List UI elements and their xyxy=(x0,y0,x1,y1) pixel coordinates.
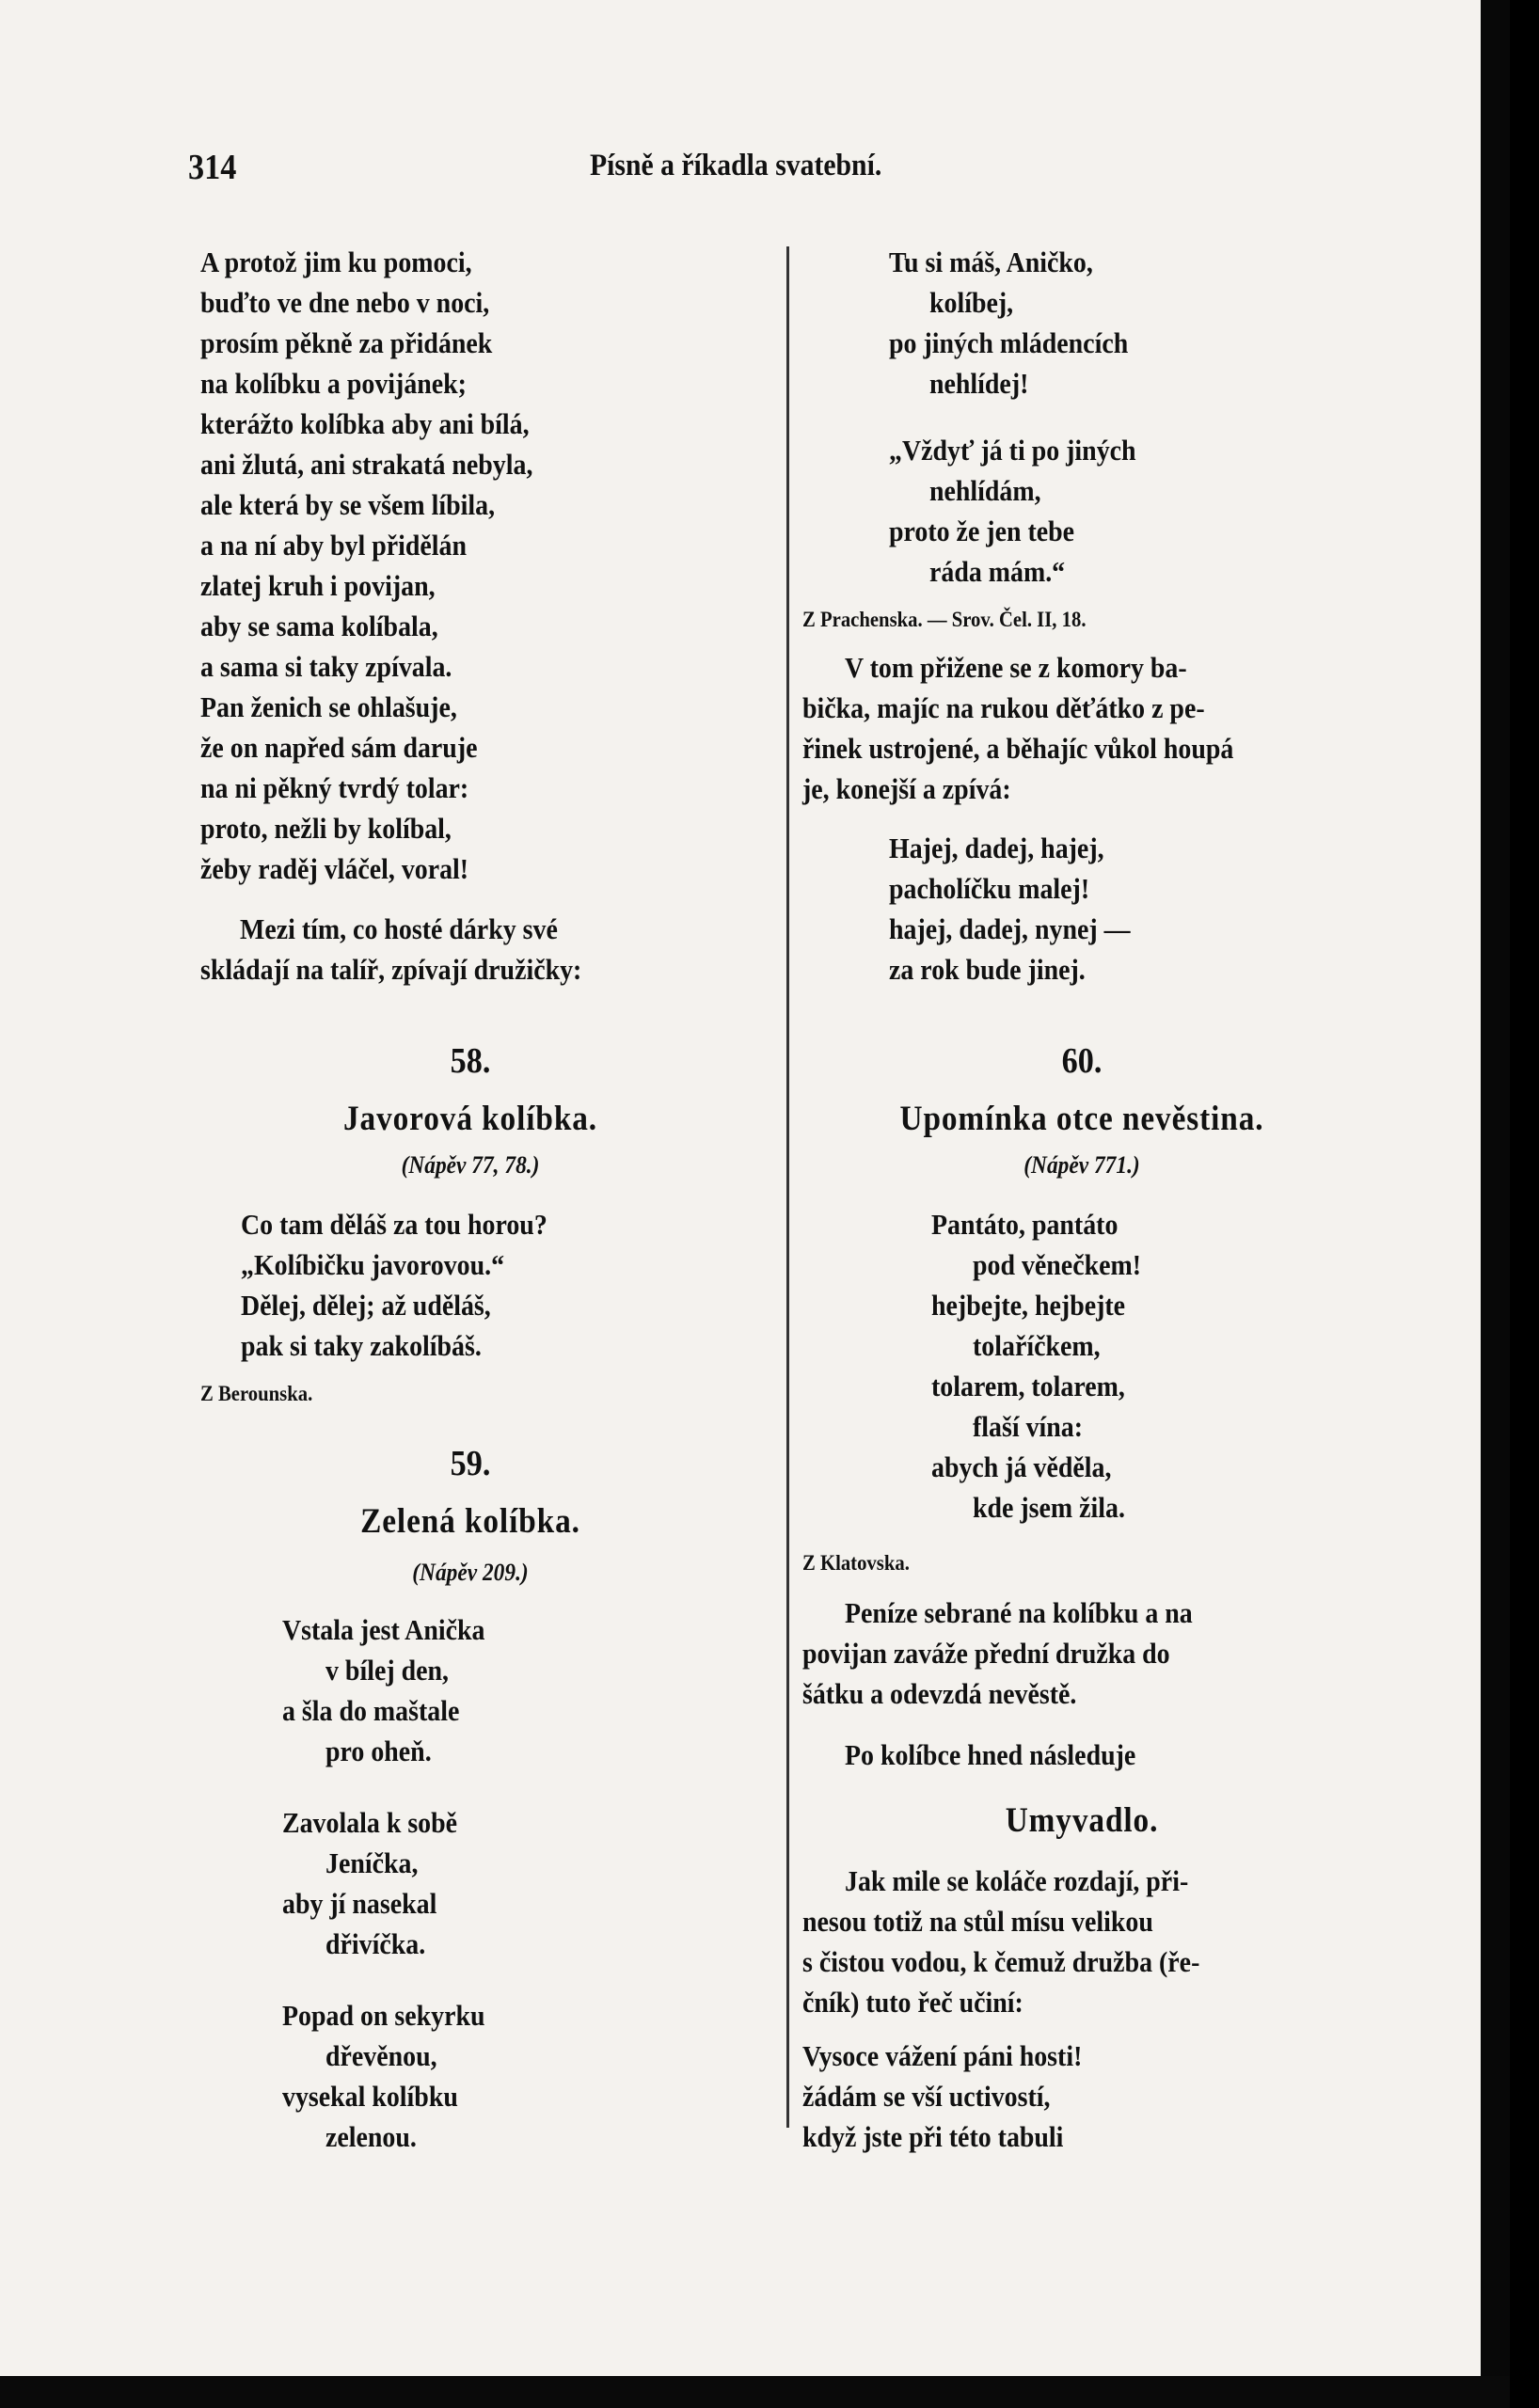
verse-line: kolíbej, xyxy=(929,286,1014,319)
song-number: 59. xyxy=(450,1444,491,1483)
verse-line: dřevěnou, xyxy=(325,2039,437,2072)
text-line: aby se sama kolíbala, xyxy=(200,610,438,642)
verse-line: Pantáto, pantáto xyxy=(931,1208,1119,1241)
page-number: 314 xyxy=(188,148,237,187)
text-line: nesou totiž na stůl mísu velikou xyxy=(802,1905,1153,1938)
text-line: ani žlutá, ani strakatá nebyla, xyxy=(200,448,533,481)
text-line: proto, nežli by kolíbal, xyxy=(200,812,452,845)
verse-line: kde jsem žila. xyxy=(973,1491,1125,1524)
verse-line: Co tam děláš za tou horou? xyxy=(241,1208,547,1241)
melody-reference: (Nápěv 209.) xyxy=(412,1559,529,1586)
verse-line: proto že jen tebe xyxy=(889,515,1075,547)
text-line: na kolíbku a povijánek; xyxy=(200,367,467,400)
verse-line: Zavolala k sobě xyxy=(282,1806,458,1839)
verse-line: dřivíčka. xyxy=(325,1927,426,1960)
text-line: žádám se vší uctivostí, xyxy=(802,2080,1051,2113)
verse-line: hajej, dadej, nynej — xyxy=(889,912,1131,945)
verse-line: pod věnečkem! xyxy=(973,1248,1142,1281)
page-edge-shadow xyxy=(1481,0,1510,2408)
text-line: buďto ve dne nebo v noci, xyxy=(200,286,490,319)
verse-line: Popad on sekyrku xyxy=(282,1999,485,2032)
melody-reference: (Nápěv 771.) xyxy=(1023,1151,1140,1179)
source-note: Z Klatovska. xyxy=(802,1551,910,1575)
text-line: a na ní aby byl přidělán xyxy=(200,529,467,562)
verse-line: v bílej den, xyxy=(325,1654,449,1687)
verse-line: nehlídej! xyxy=(929,367,1029,400)
verse-line: Dělej, dělej; až uděláš, xyxy=(241,1289,491,1322)
verse-line: flaší vína: xyxy=(973,1410,1084,1443)
text-line: řinek ustrojené, a běhajíc vůkol houpá xyxy=(802,732,1234,765)
text-line: s čistou vodou, k čemuž družba (ře- xyxy=(802,1945,1200,1978)
text-line: šátku a odevzdá nevěstě. xyxy=(802,1677,1077,1710)
source-note: Z Berounska. xyxy=(200,1382,313,1405)
section-title: Umyvadlo. xyxy=(1005,1801,1159,1840)
verse-line: vysekal kolíbku xyxy=(282,2080,458,2113)
text-line: a sama si taky zpívala. xyxy=(200,650,452,683)
verse-line: tolaříčkem, xyxy=(973,1329,1101,1362)
text-line: skládají na talíř, zpívají družičky: xyxy=(200,953,582,986)
verse-line: „Vždyť já ti po jiných xyxy=(889,434,1136,467)
verse-line: Hajej, dadej, hajej, xyxy=(889,832,1104,864)
verse-line: „Kolíbičku javorovou.“ xyxy=(241,1248,505,1281)
song-number: 60. xyxy=(1061,1041,1103,1081)
verse-line: hejbejte, hejbejte xyxy=(931,1289,1126,1322)
text-line: na ni pěkný tvrdý tolar: xyxy=(200,771,469,804)
text-line: žeby raděj vláčel, voral! xyxy=(200,852,469,885)
verse-line: pak si taky zakolíbáš. xyxy=(241,1329,482,1362)
text-line: V tom přižene se z komory ba- xyxy=(845,651,1187,684)
song-title: Zelená kolíbka. xyxy=(360,1502,580,1541)
verse-line: nehlídám, xyxy=(929,474,1041,507)
text-line: Pan ženich se ohlašuje, xyxy=(200,690,457,723)
verse-line: pro oheň. xyxy=(325,1735,432,1767)
melody-reference: (Nápěv 77, 78.) xyxy=(401,1151,540,1179)
verse-line: zelenou. xyxy=(325,2120,417,2153)
text-line: Mezi tím, co hosté dárky své xyxy=(240,912,558,945)
verse-line: ráda mám.“ xyxy=(929,555,1066,588)
text-line: prosím pěkně za přidánek xyxy=(200,326,493,359)
source-note: Z Prachenska. — Srov. Čel. II, 18. xyxy=(802,608,1087,631)
text-line: bička, majíc na rukou děťátko z pe- xyxy=(802,691,1205,724)
verse-line: aby jí nasekal xyxy=(282,1887,437,1920)
text-line: zlatej kruh i povijan, xyxy=(200,569,436,602)
text-line: Peníze sebrané na kolíbku a na xyxy=(845,1596,1193,1629)
text-line: kterážto kolíbka aby ani bílá, xyxy=(200,407,530,440)
verse-line: abych já věděla, xyxy=(931,1450,1112,1483)
text-line: Jak mile se koláče rozdají, při- xyxy=(845,1864,1189,1897)
verse-line: za rok bude jinej. xyxy=(889,953,1086,986)
verse-line: Tu si máš, Aničko, xyxy=(889,246,1093,278)
verse-line: a šla do maštale xyxy=(282,1694,460,1727)
text-line: že on napřed sám daruje xyxy=(200,731,478,764)
song-title: Javorová kolíbka. xyxy=(342,1100,598,1138)
text-line: když jste při této tabuli xyxy=(802,2120,1064,2153)
text-line: A protož jim ku pomoci, xyxy=(200,246,472,278)
song-title: Upomínka otce nevěstina. xyxy=(899,1100,1264,1138)
verse-line: Vstala jest Anička xyxy=(282,1613,485,1646)
text-line: ale která by se všem líbila, xyxy=(200,488,496,521)
running-title: Písně a říkadla svatební. xyxy=(590,149,882,182)
text-line: Vysoce vážení páni hosti! xyxy=(802,2039,1083,2072)
text-line: Po kolíbce hned následuje xyxy=(845,1738,1136,1771)
column-divider xyxy=(786,246,789,2128)
verse-line: tolarem, tolarem, xyxy=(931,1370,1125,1402)
song-number: 58. xyxy=(450,1041,491,1081)
verse-line: Jeníčka, xyxy=(325,1846,419,1879)
verse-line: pacholíčku malej! xyxy=(889,872,1090,905)
text-line: povijan zaváže přední družka do xyxy=(802,1637,1170,1670)
verse-line: po jiných mládencích xyxy=(889,326,1129,359)
text-line: je, konejší a zpívá: xyxy=(802,772,1011,805)
text-line: čník) tuto řeč učiní: xyxy=(802,1986,1023,2019)
